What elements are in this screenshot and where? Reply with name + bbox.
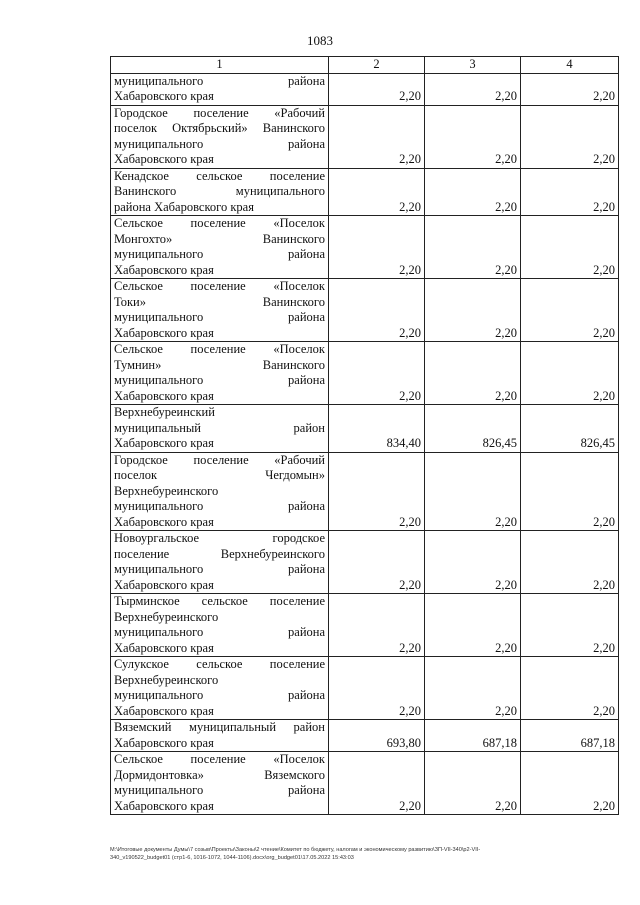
municipality-name-cell <box>111 752 329 815</box>
value-cell-4: 687,18 <box>521 720 619 752</box>
value-cell-2: 2,20 <box>329 452 425 531</box>
value-cell-3: 2,20 <box>425 342 521 405</box>
value-cell-2: 2,20 <box>329 279 425 342</box>
municipality-name-line: Тырминское сельское поселение <box>114 594 325 608</box>
value-cell-4: 826,45 <box>521 405 619 453</box>
value-cell-2: 2,20 <box>329 752 425 815</box>
municipality-name-cell <box>111 279 329 342</box>
municipality-name-line: Городское поселение «Рабочий <box>114 452 325 467</box>
value-cell-2: 2,20 <box>329 342 425 405</box>
page-number: 1083 <box>307 33 333 48</box>
municipality-name-line: муниципального района <box>114 373 325 387</box>
municipality-name-cell <box>111 594 329 657</box>
table-row <box>111 405 619 453</box>
municipality-name-cell <box>111 105 329 168</box>
value-cell-2: 834,40 <box>329 405 425 453</box>
municipality-name-cell <box>111 216 329 279</box>
municipality-name-line: Хабаровского края <box>114 436 214 450</box>
table-row <box>111 216 619 279</box>
value-cell-2: 2,20 <box>329 531 425 594</box>
municipality-name-line: Тумнин» Ванинского <box>114 357 325 372</box>
municipality-name-line: муниципального района <box>114 73 325 88</box>
value-cell-4: 2,20 <box>521 657 619 720</box>
column-header-4: 4 <box>521 57 619 74</box>
table-row <box>111 73 619 105</box>
municipality-name-cell <box>111 531 329 594</box>
municipality-name-line: муниципального района <box>114 625 325 639</box>
value-cell-2: 2,20 <box>329 105 425 168</box>
value-cell-4: 2,20 <box>521 342 619 405</box>
municipality-name-line: Хабаровского края <box>114 577 214 592</box>
municipality-name-line: района Хабаровского края <box>114 199 254 214</box>
value-cell-3: 2,20 <box>425 657 521 720</box>
table-row <box>111 594 619 657</box>
municipality-name-line: муниципального района <box>114 136 325 151</box>
value-cell-4: 2,20 <box>521 105 619 168</box>
value-cell-3: 2,20 <box>425 752 521 815</box>
municipality-name-cell <box>111 657 329 720</box>
municipality-name-line: муниципального района <box>114 310 325 324</box>
value-cell-3: 2,20 <box>425 216 521 279</box>
municipality-name-line: Вяземский муниципальный район <box>114 720 325 734</box>
municipality-name-line: Хабаровского края <box>114 325 214 340</box>
value-cell-4: 2,20 <box>521 279 619 342</box>
table-row <box>111 168 619 216</box>
municipality-name-cell <box>111 720 329 752</box>
municipality-name-line: Хабаровского края <box>114 798 214 813</box>
value-cell-3: 2,20 <box>425 73 521 105</box>
municipality-name-line: Ванинского муниципального <box>114 184 325 198</box>
municipality-name-line: Дормидонтовка» Вяземского <box>114 767 325 782</box>
value-cell-4: 2,20 <box>521 168 619 216</box>
value-cell-3: 2,20 <box>425 594 521 657</box>
municipality-name-line: Новоургальское городское <box>114 531 325 545</box>
budget-table <box>110 56 619 815</box>
value-cell-2: 2,20 <box>329 657 425 720</box>
table-row <box>111 105 619 168</box>
value-cell-2: 2,20 <box>329 168 425 216</box>
municipality-name-line: Городское поселение «Рабочий <box>114 105 325 120</box>
table-row <box>111 657 619 720</box>
municipality-name-cell <box>111 452 329 531</box>
municipality-name-line: Кенадское сельское поселение <box>114 168 325 183</box>
file-path-footer <box>110 846 620 862</box>
value-cell-3: 826,45 <box>425 405 521 453</box>
municipality-name-line: Хабаровского края <box>114 262 214 277</box>
table-row <box>111 452 619 531</box>
column-header-2: 2 <box>329 57 425 74</box>
value-cell-2: 2,20 <box>329 216 425 279</box>
value-cell-2: 2,20 <box>329 594 425 657</box>
table-row <box>111 342 619 405</box>
value-cell-4: 2,20 <box>521 452 619 531</box>
municipality-name-line: муниципального района <box>114 247 325 261</box>
municipality-name-line: Хабаровского края <box>114 89 214 103</box>
value-cell-3: 2,20 <box>425 279 521 342</box>
municipality-name-line: муниципальный район <box>114 420 325 435</box>
value-cell-4: 2,20 <box>521 216 619 279</box>
municipality-name-line: муниципального района <box>114 688 325 702</box>
table-row <box>111 752 619 815</box>
value-cell-3: 2,20 <box>425 452 521 531</box>
value-cell-3: 2,20 <box>425 168 521 216</box>
municipality-name-line: Верхнебуреинского <box>114 609 219 624</box>
column-header-3: 3 <box>425 57 521 74</box>
municipality-name-line: Сельское поселение «Поселок <box>114 342 325 356</box>
value-cell-4: 2,20 <box>521 73 619 105</box>
header-row <box>111 57 619 74</box>
municipality-name-line: Хабаровского края <box>114 703 214 718</box>
municipality-name-line: Сулукское сельское поселение <box>114 657 325 671</box>
value-cell-3: 687,18 <box>425 720 521 752</box>
footer-line-2: 340_v190522_budget01 (стр1-6, 1016-1072, 1044-1106).docx\org_budget01\17.05.2022 15:43:03 <box>110 855 354 861</box>
municipality-name-line: Сельское поселение «Поселок <box>114 752 325 766</box>
table-row <box>111 531 619 594</box>
municipality-name-line: муниципального района <box>114 562 325 576</box>
municipality-name-line: Верхнебуреинского <box>114 483 219 498</box>
municipality-name-line: Хабаровского края <box>114 514 214 529</box>
municipality-name-line: поселение Верхнебуреинского <box>114 546 325 561</box>
value-cell-3: 2,20 <box>425 531 521 594</box>
municipality-name-line: муниципального района <box>114 783 325 797</box>
municipality-name-line: поселок Чегдомын» <box>114 468 325 482</box>
value-cell-4: 2,20 <box>521 594 619 657</box>
value-cell-2: 2,20 <box>329 73 425 105</box>
municipality-name-line: поселок Октябрьский» Ванинского <box>114 121 325 135</box>
value-cell-2: 693,80 <box>329 720 425 752</box>
value-cell-3: 2,20 <box>425 105 521 168</box>
municipality-name-cell <box>111 342 329 405</box>
municipality-name-line: Хабаровского края <box>114 388 214 403</box>
table-row <box>111 279 619 342</box>
municipality-name-line: Хабаровского края <box>114 735 214 750</box>
table-body <box>111 73 619 815</box>
municipality-name-line: Токи» Ванинского <box>114 294 325 309</box>
municipality-name-line: Хабаровского края <box>114 152 214 166</box>
municipality-name-line: муниципального района <box>114 499 325 513</box>
municipality-name-line: Верхнебуреинский <box>114 405 215 419</box>
municipality-name-cell <box>111 73 329 105</box>
municipality-name-line: Хабаровского края <box>114 640 214 655</box>
value-cell-4: 2,20 <box>521 531 619 594</box>
municipality-name-line: Верхнебуреинского <box>114 672 219 687</box>
table-row <box>111 720 619 752</box>
municipality-name-line: Сельское поселение «Поселок <box>114 279 325 293</box>
municipality-name-cell <box>111 405 329 453</box>
municipality-name-cell <box>111 168 329 216</box>
value-cell-4: 2,20 <box>521 752 619 815</box>
municipality-name-line: Сельское поселение «Поселок <box>114 216 325 230</box>
footer-line-1: M:\Итоговые документы Думы\7 созыв\Проекты\Законы\2 чтение\Комитет по бюджету, налогам и экономическому развитию\ЗП-VII-340\p2-VII- <box>110 847 481 853</box>
column-header-1: 1 <box>111 57 329 74</box>
municipality-name-line: Монгохто» Ванинского <box>114 231 325 246</box>
